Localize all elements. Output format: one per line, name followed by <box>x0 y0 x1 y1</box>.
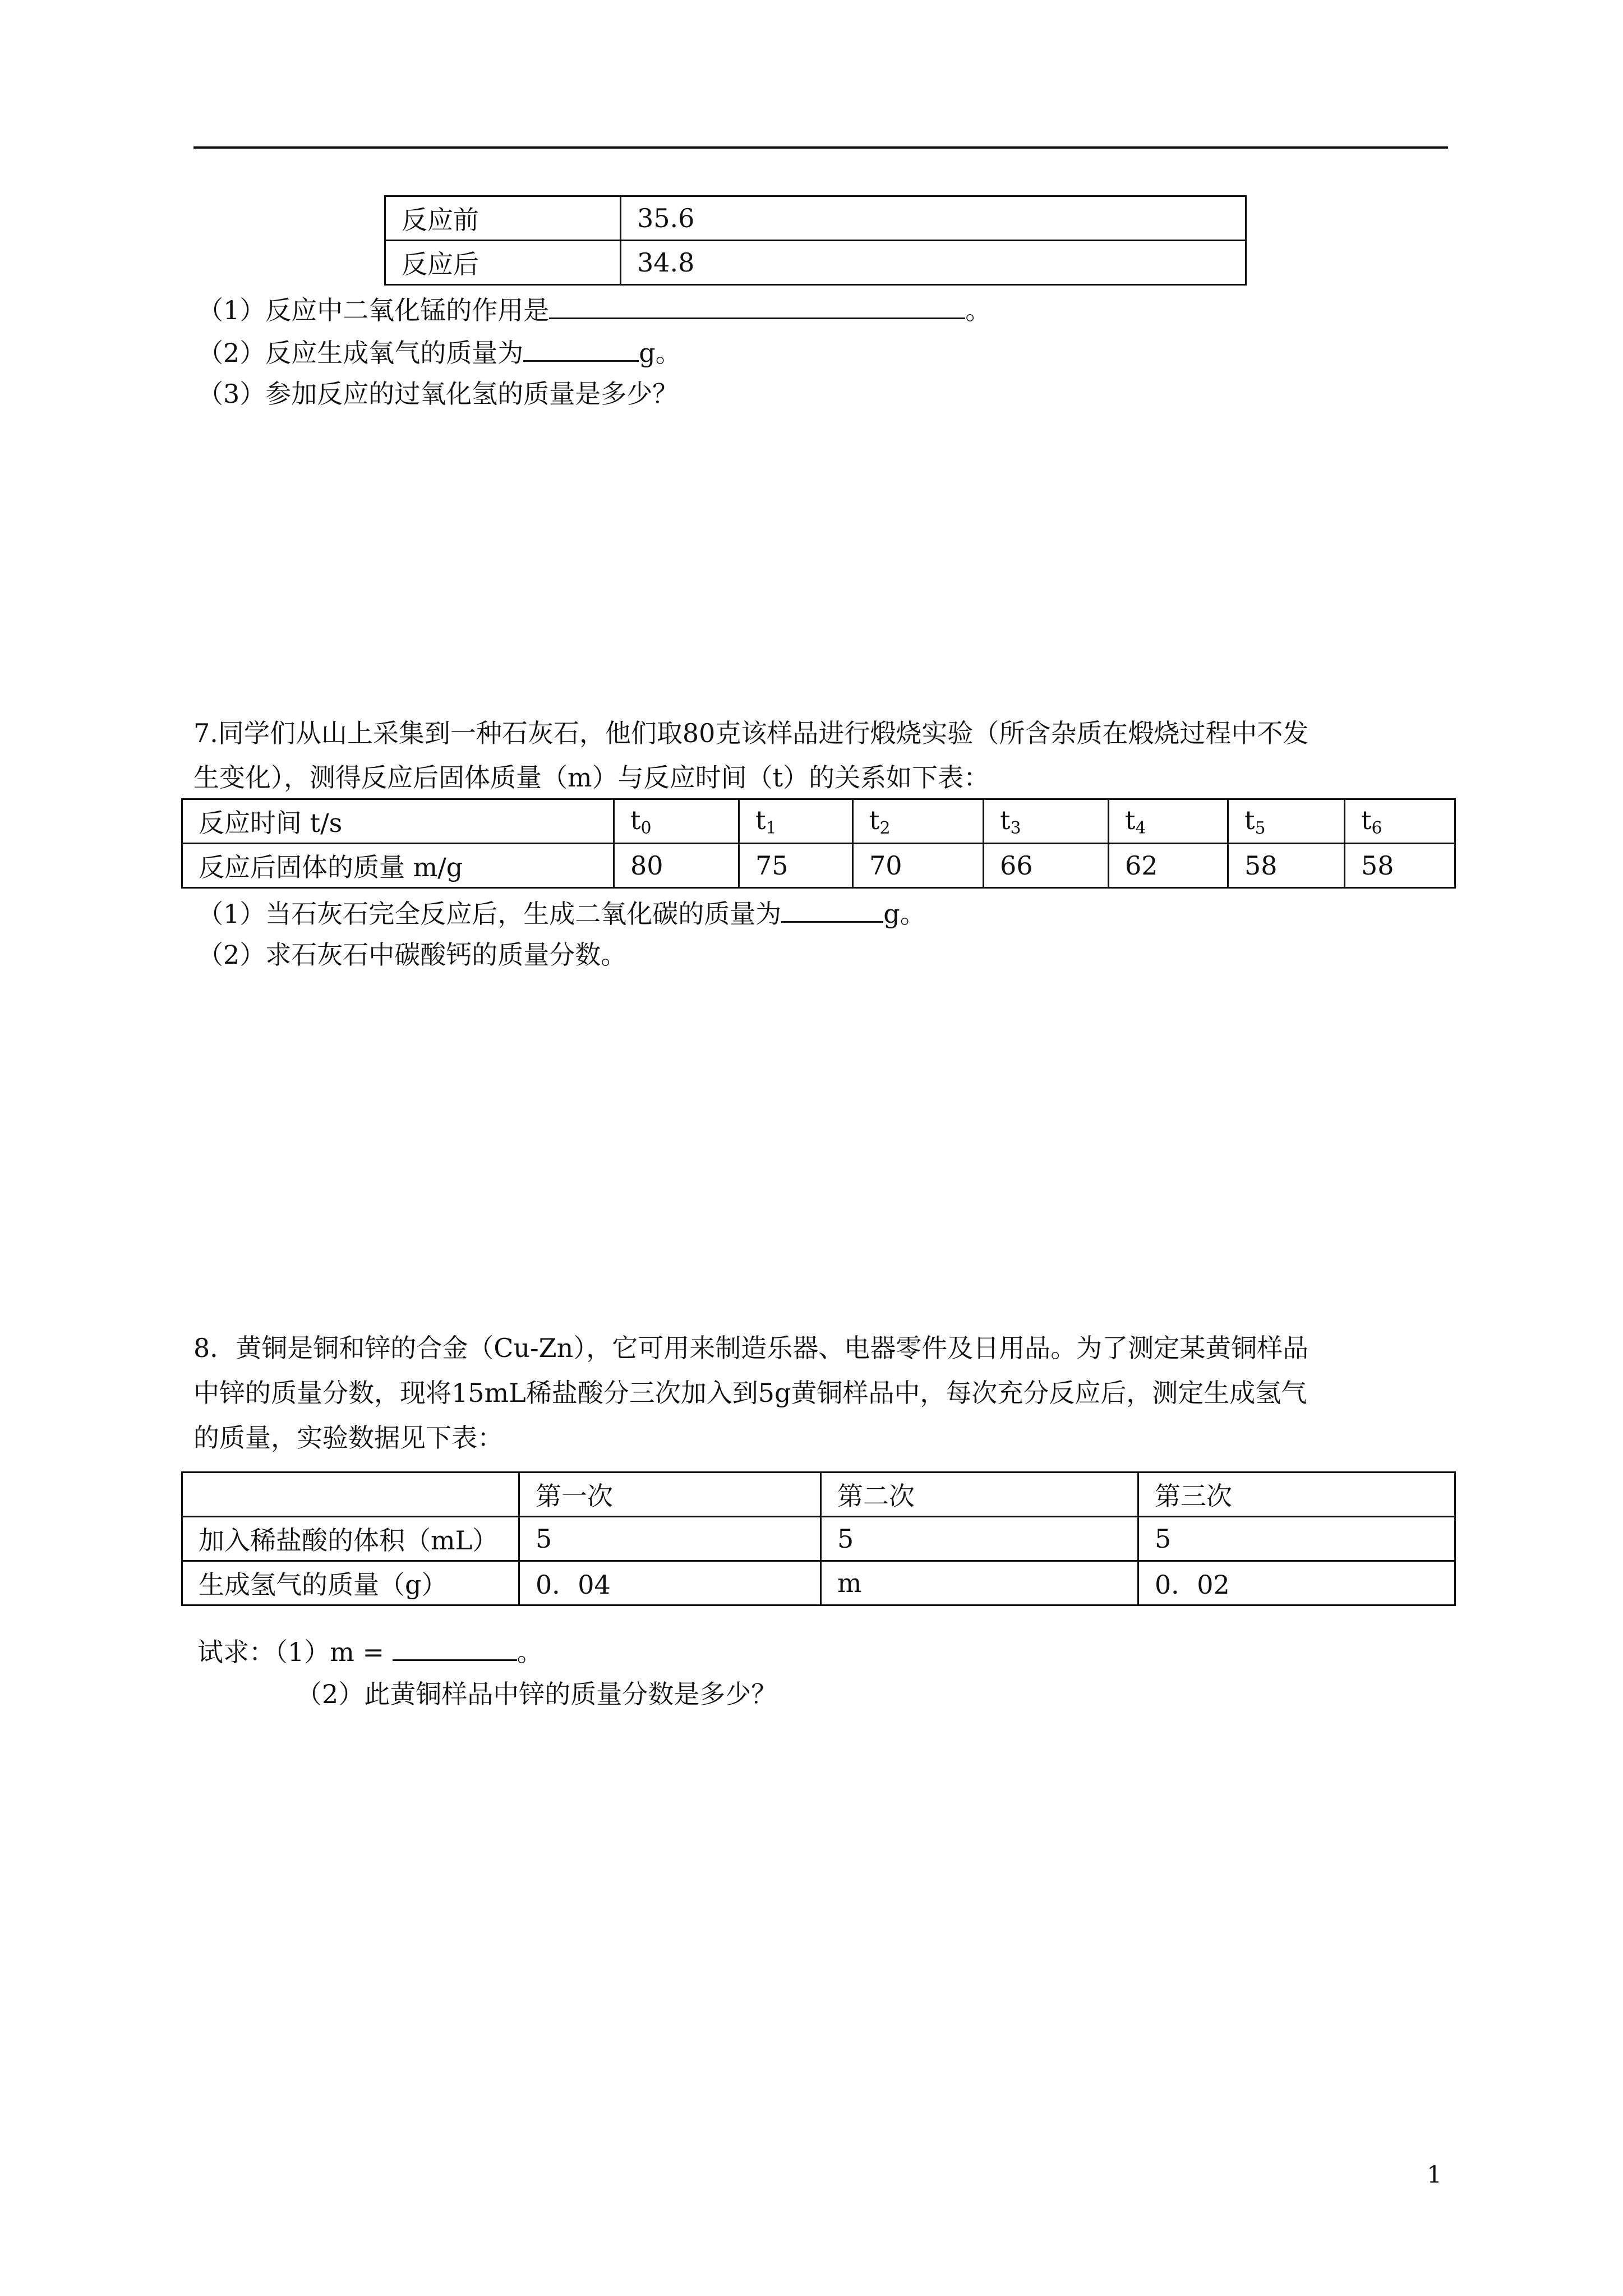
answer-blank[interactable] <box>523 334 639 362</box>
table-cell: 5 <box>519 1517 821 1561</box>
answer-blank[interactable] <box>781 895 883 923</box>
table-cell: 第三次 <box>1138 1473 1455 1517</box>
page-number: 1 <box>1427 2161 1442 2188</box>
table-cell: 反应后 <box>385 241 621 285</box>
q7-sub1: （1）当石灰石完全反应后，生成二氧化碳的质量为 g。 <box>197 895 926 931</box>
q8-table <box>181 1471 1456 1606</box>
table-cell: 70 <box>853 844 984 888</box>
header-rule <box>193 146 1448 149</box>
q8-intro-line3: 的质量，实验数据见下表： <box>193 1423 503 1453</box>
answer-blank[interactable] <box>549 292 965 319</box>
table-row <box>385 241 1246 285</box>
table-cell: 80 <box>614 844 739 888</box>
table-cell: 5 <box>821 1517 1138 1561</box>
table-cell: 反应前 <box>385 196 621 241</box>
table-cell: 35.6 <box>621 196 1246 241</box>
table-cell: 反应时间 t/s <box>182 799 614 844</box>
table-cell: $t_0$ <box>614 799 739 844</box>
table-cell: 第一次 <box>519 1473 821 1517</box>
table-cell: 62 <box>1109 844 1228 888</box>
table-row <box>182 1561 1455 1605</box>
q6-sub3: （3）参加反应的过氧化氢的质量是多少？ <box>197 379 679 409</box>
table-cell <box>182 1473 519 1517</box>
q6-sub1: （1）反应中二氧化锰的作用是 。 <box>197 292 991 327</box>
table-cell: 58 <box>1228 844 1345 888</box>
q8-intro-line2: 中锌的质量分数，现将15mL稀盐酸分三次加入到5g黄铜样品中，每次充分反应后，测定生成氢气 <box>193 1378 1307 1408</box>
table-row <box>182 844 1455 888</box>
table-cell: 0．04 <box>519 1561 821 1605</box>
table-cell: 0．02 <box>1138 1561 1455 1605</box>
table-row <box>385 196 1246 241</box>
table-cell: 生成氢气的质量（g） <box>182 1561 519 1605</box>
table-cell: 34.8 <box>621 241 1246 285</box>
table-cell: $t_2$ <box>853 799 984 844</box>
table-row <box>182 799 1455 844</box>
table-cell: 66 <box>984 844 1109 888</box>
table-cell: m <box>821 1561 1138 1605</box>
table-cell: $t_6$ <box>1345 799 1455 844</box>
q8-sub1: 试求：（1）m = 。 <box>197 1634 543 1669</box>
q6-sub2: （2）反应生成氧气的质量为 g。 <box>197 334 681 370</box>
table-cell: 5 <box>1138 1517 1455 1561</box>
table-row <box>182 1473 1455 1517</box>
q7-sub2: （2）求石灰石中碳酸钙的质量分数。 <box>197 940 627 970</box>
table-cell: $t_1$ <box>739 799 853 844</box>
table-row <box>182 1517 1455 1561</box>
q8-intro-line1: 8．黄铜是铜和锌的合金（Cu-Zn），它可用来制造乐器、电器零件及日用品。为了测定某黄铜样品 <box>193 1333 1309 1363</box>
table-cell: 58 <box>1345 844 1455 888</box>
table-cell: $t_3$ <box>984 799 1109 844</box>
table-cell: 第二次 <box>821 1473 1138 1517</box>
q7-intro-line2: 生变化），测得反应后固体质量（m）与反应时间（t）的关系如下表： <box>193 762 990 793</box>
table-cell: $t_4$ <box>1109 799 1228 844</box>
table-cell: 加入稀盐酸的体积（mL） <box>182 1517 519 1561</box>
answer-blank[interactable] <box>393 1634 517 1661</box>
table-cell: 75 <box>739 844 853 888</box>
q6-table <box>384 195 1247 286</box>
table-cell: 反应后固体的质量 m/g <box>182 844 614 888</box>
table-cell: $t_5$ <box>1228 799 1345 844</box>
q7-intro-line1: 7.同学们从山上采集到一种石灰石，他们取80克该样品进行煅烧实验（所含杂质在煅烧过程中不发 <box>193 718 1309 748</box>
q8-sub2: （2）此黄铜样品中锌的质量分数是多少？ <box>296 1679 777 1709</box>
q7-table <box>181 798 1456 889</box>
